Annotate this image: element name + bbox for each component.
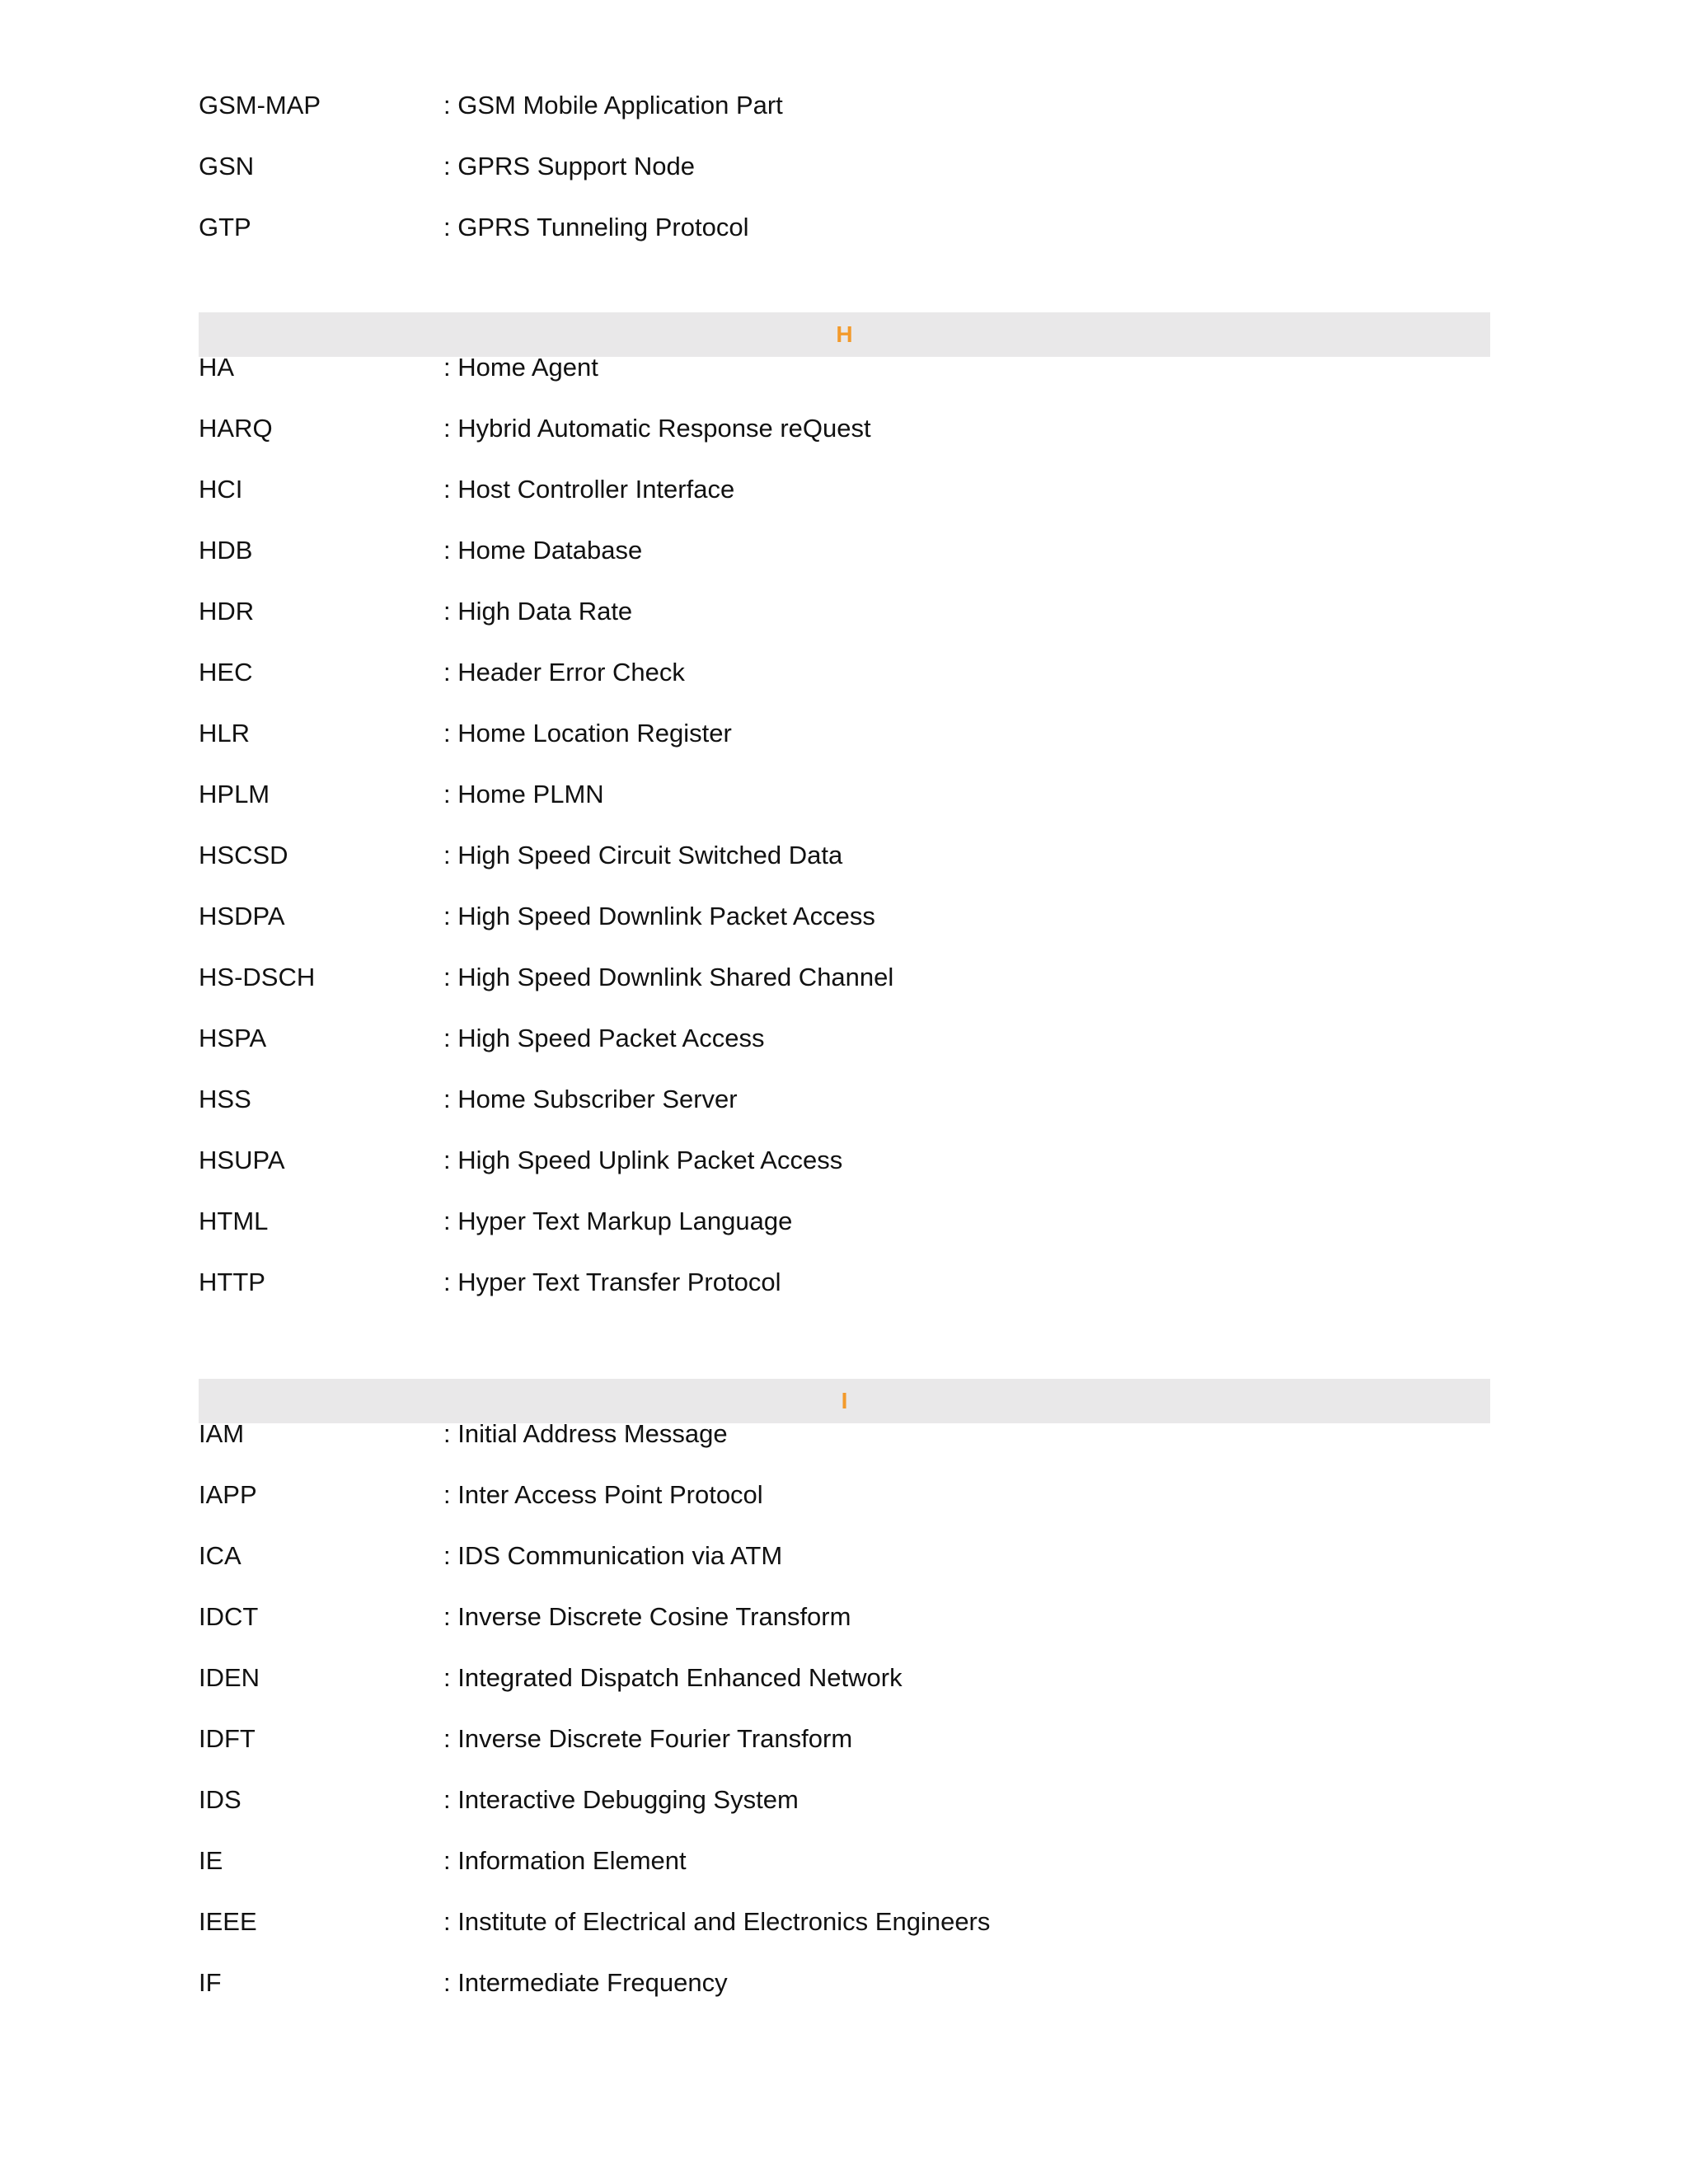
glossary-entry [0,839,1688,900]
entry-definition: : Initial Address Message [443,1419,728,1448]
entry-definition: : Integrated Dispatch Enhanced Network [443,1663,903,1692]
glossary-entry [0,1722,1688,1783]
section-header [199,1379,1490,1423]
entry-abbreviation: IAM [199,1419,245,1448]
entry-abbreviation: IAPP [199,1480,257,1509]
entry-definition: : Home Agent [443,353,598,382]
glossary-entry [0,1905,1688,1966]
glossary-entry [0,656,1688,717]
glossary-entry [0,900,1688,961]
glossary-entry [0,961,1688,1022]
glossary-entry [0,1661,1688,1722]
glossary-entry [0,1601,1688,1661]
entry-abbreviation: HSUPA [199,1146,285,1174]
glossary-entry [0,1083,1688,1144]
entry-definition: : Hyper Text Transfer Protocol [443,1268,781,1296]
entry-abbreviation: HDB [199,536,253,565]
glossary-entry [0,778,1688,839]
entry-abbreviation: IDCT [199,1602,259,1631]
entry-definition: : High Speed Downlink Shared Channel [443,963,894,991]
entry-abbreviation: HPLM [199,780,270,808]
glossary-entry [0,1783,1688,1844]
entry-definition: : Hyper Text Markup Language [443,1207,793,1235]
entry-abbreviation: HS-DSCH [199,963,316,991]
entry-definition: : Interactive Debugging System [443,1785,799,1814]
entry-abbreviation: HDR [199,597,255,626]
section-letter: I [841,1388,848,1413]
entry-abbreviation: HEC [199,658,253,687]
entry-definition: : Header Error Check [443,658,685,687]
glossary-entry [0,1144,1688,1205]
entry-abbreviation: HSCSD [199,841,288,869]
section-letter: H [836,321,853,347]
glossary-entry [0,412,1688,473]
entry-abbreviation: HSPA [199,1024,267,1052]
entry-definition: : High Speed Uplink Packet Access [443,1146,843,1174]
entry-definition: : Information Element [443,1846,687,1875]
entry-definition: : Inter Access Point Protocol [443,1480,763,1509]
section-header [199,312,1490,357]
entry-definition: : High Speed Packet Access [443,1024,765,1052]
glossary-entry [0,150,1688,211]
glossary-entry [0,1966,1688,2027]
entry-abbreviation: IE [199,1846,223,1875]
entry-abbreviation: HTML [199,1207,269,1235]
glossary-entry [0,351,1688,412]
entry-definition: : High Speed Circuit Switched Data [443,841,843,869]
entry-definition: : GPRS Support Node [443,152,695,180]
glossary-entry [0,1205,1688,1266]
glossary-entry [0,1266,1688,1327]
glossary-entry [0,473,1688,534]
entry-definition: : High Speed Downlink Packet Access [443,902,875,930]
entry-abbreviation: IF [199,1968,222,1997]
entry-abbreviation: HCI [199,475,243,504]
glossary-entry [0,1022,1688,1083]
entry-abbreviation: IDEN [199,1663,260,1692]
entry-abbreviation: ICA [199,1541,241,1570]
entry-abbreviation: HLR [199,719,251,748]
entry-definition: : Inverse Discrete Fourier Transform [443,1724,853,1753]
entry-abbreviation: HA [199,353,235,382]
entry-abbreviation: IDS [199,1785,241,1814]
entry-abbreviation: HARQ [199,414,273,443]
entry-definition: : Home PLMN [443,780,604,808]
entry-abbreviation: GSN [199,152,255,180]
entry-definition: : Host Controller Interface [443,475,735,504]
glossary-entry [0,534,1688,595]
entry-abbreviation: HSDPA [199,902,285,930]
entry-abbreviation: IDFT [199,1724,256,1753]
entry-abbreviation: HTTP [199,1268,265,1296]
entry-definition: : Home Subscriber Server [443,1085,738,1113]
entry-definition: : Inverse Discrete Cosine Transform [443,1602,851,1631]
entry-abbreviation: GTP [199,213,251,241]
entry-definition: : GPRS Tunneling Protocol [443,213,749,241]
entry-definition: : Intermediate Frequency [443,1968,728,1997]
glossary-entry [0,1540,1688,1601]
entry-definition: : Institute of Electrical and Electronics Engineers [443,1907,991,1936]
entry-abbreviation: HSS [199,1085,251,1113]
entry-definition: : Home Location Register [443,719,732,748]
entry-definition: : IDS Communication via ATM [443,1541,783,1570]
glossary-entry [0,211,1688,272]
glossary-entry [0,89,1688,150]
glossary-entry [0,1418,1688,1479]
glossary-entry [0,717,1688,778]
entry-abbreviation: IEEE [199,1907,257,1936]
glossary-entry [0,1844,1688,1905]
glossary-entry [0,1479,1688,1540]
entry-definition: : Hybrid Automatic Response reQuest [443,414,871,443]
entry-definition: : Home Database [443,536,643,565]
entry-definition: : High Data Rate [443,597,633,626]
entry-definition: : GSM Mobile Application Part [443,91,783,120]
glossary-entry [0,595,1688,656]
entry-abbreviation: GSM-MAP [199,91,321,120]
